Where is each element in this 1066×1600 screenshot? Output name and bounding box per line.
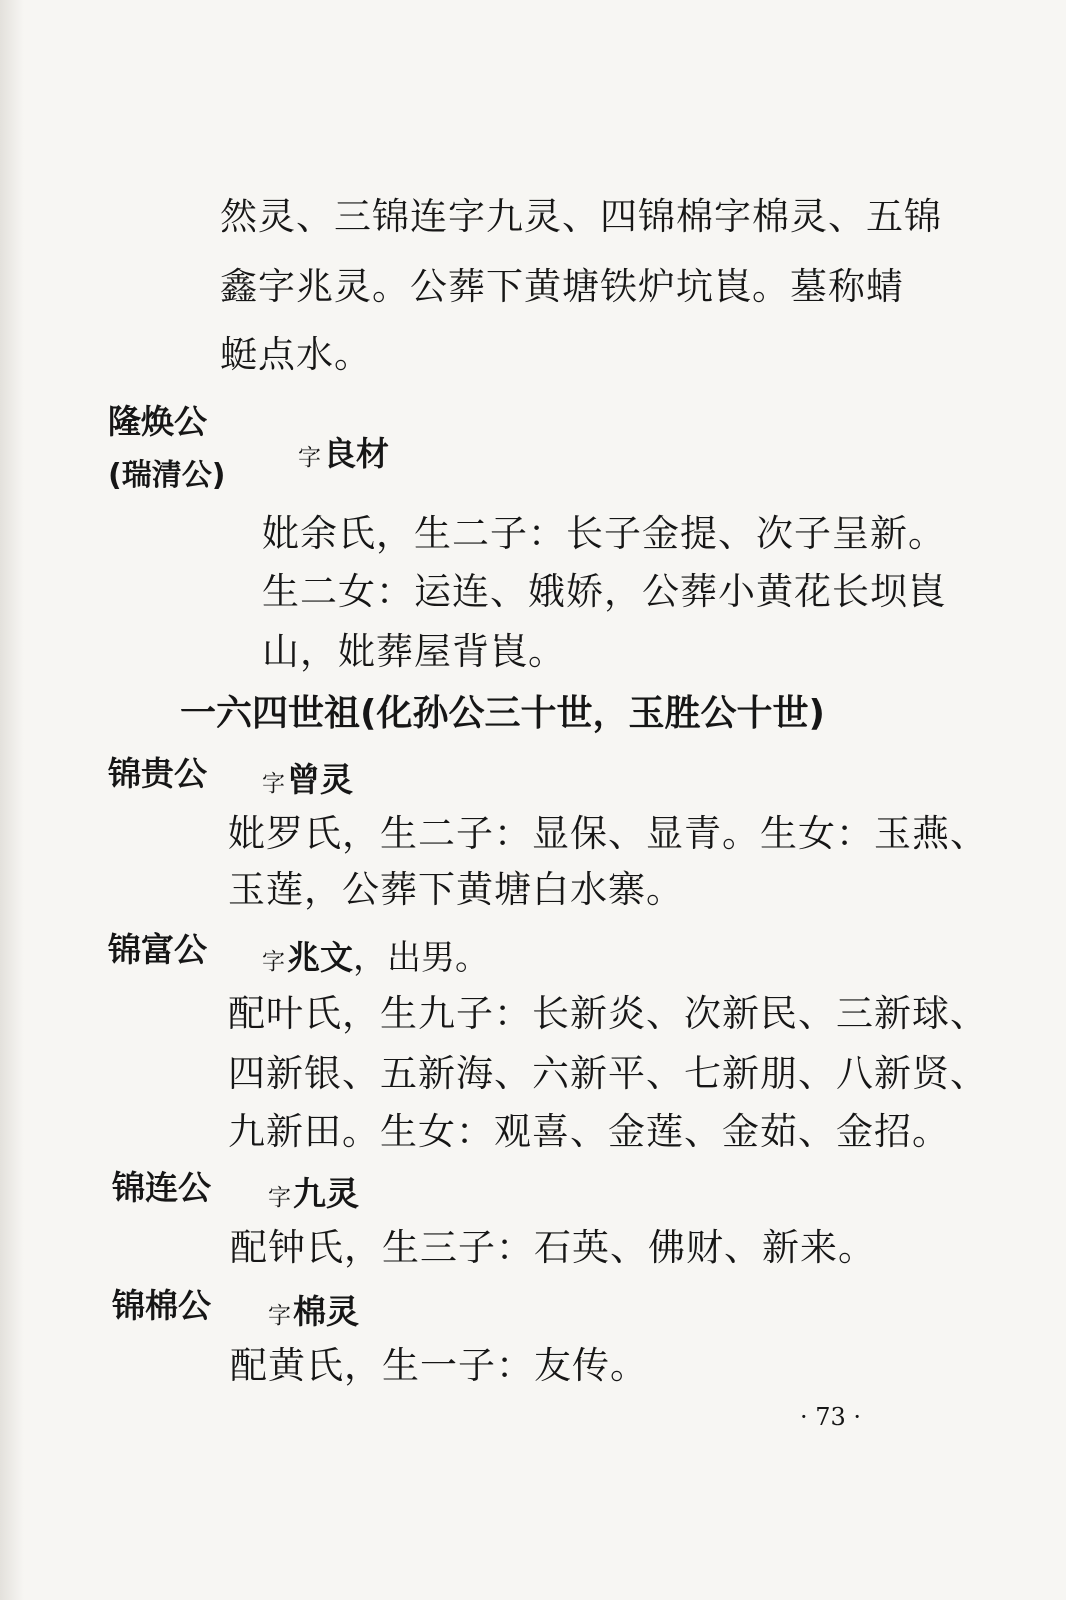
page-number: · 73 · (800, 1403, 862, 1431)
zi-label: 字 (298, 445, 321, 471)
entry-name: 锦贵公 (108, 754, 207, 793)
entry-text-line: 九新田。生女：观喜、金莲、金茹、金招。 (228, 1110, 950, 1153)
entry-name: 锦棉公 (112, 1286, 211, 1325)
entry-note: ，出男。 (353, 938, 489, 978)
zi-label: 字 (262, 771, 285, 797)
entry-style (262, 930, 489, 979)
style-name: 棉灵 (293, 1292, 359, 1331)
zi-label: 字 (268, 1185, 291, 1211)
entry-style (268, 1168, 359, 1215)
entry-name: 锦连公 (112, 1168, 211, 1207)
entry-text-line: 妣余氏，生二子：长子金提、次子呈新。 (262, 512, 946, 555)
style-name: 曾灵 (287, 760, 353, 799)
entry-style (268, 1286, 359, 1333)
intro-line: 鑫字兆灵。公葬下黄塘铁炉坑崀。墓称蜻 (220, 265, 904, 308)
page-edge (0, 0, 24, 1600)
entry-text-line: 配黄氏，生一子：友传。 (230, 1344, 648, 1387)
entry-alias-longhuan: (瑞清公) (108, 458, 226, 493)
style-name: 兆文 (287, 938, 353, 977)
entry-text-line: 妣罗氏，生二子：显保、显青。生女：玉燕、 (228, 812, 988, 855)
style-name: 良材 (323, 434, 389, 473)
intro-line: 蜓点水。 (220, 333, 372, 376)
entry-name-longhuan: 隆焕公 (108, 402, 207, 441)
zi-label: 字 (268, 1303, 291, 1329)
entry-text-line: 四新银、五新海、六新平、七新朋、八新贤、 (228, 1052, 988, 1095)
entry-text-line: 配叶氏，生九子：长新炎、次新民、三新球、 (228, 992, 988, 1035)
entry-style-longhuan (298, 428, 389, 475)
entry-text-line: 生二女：运连、娥娇，公葬小黄花长坝崀 (262, 570, 946, 613)
generation-heading: 一六四世祖(化孙公三十世，玉胜公十世) (180, 693, 825, 734)
intro-line: 然灵、三锦连字九灵、四锦棉字棉灵、五锦 (220, 195, 942, 238)
style-name: 九灵 (293, 1174, 359, 1213)
zi-label: 字 (262, 949, 285, 975)
entry-text-line: 玉莲，公葬下黄塘白水寨。 (228, 868, 684, 911)
entry-text-line: 山，妣葬屋背崀。 (262, 630, 566, 673)
entry-style (262, 754, 353, 801)
entry-text-line: 配钟氏，生三子：石英、佛财、新来。 (230, 1226, 876, 1269)
entry-name: 锦富公 (108, 930, 207, 969)
